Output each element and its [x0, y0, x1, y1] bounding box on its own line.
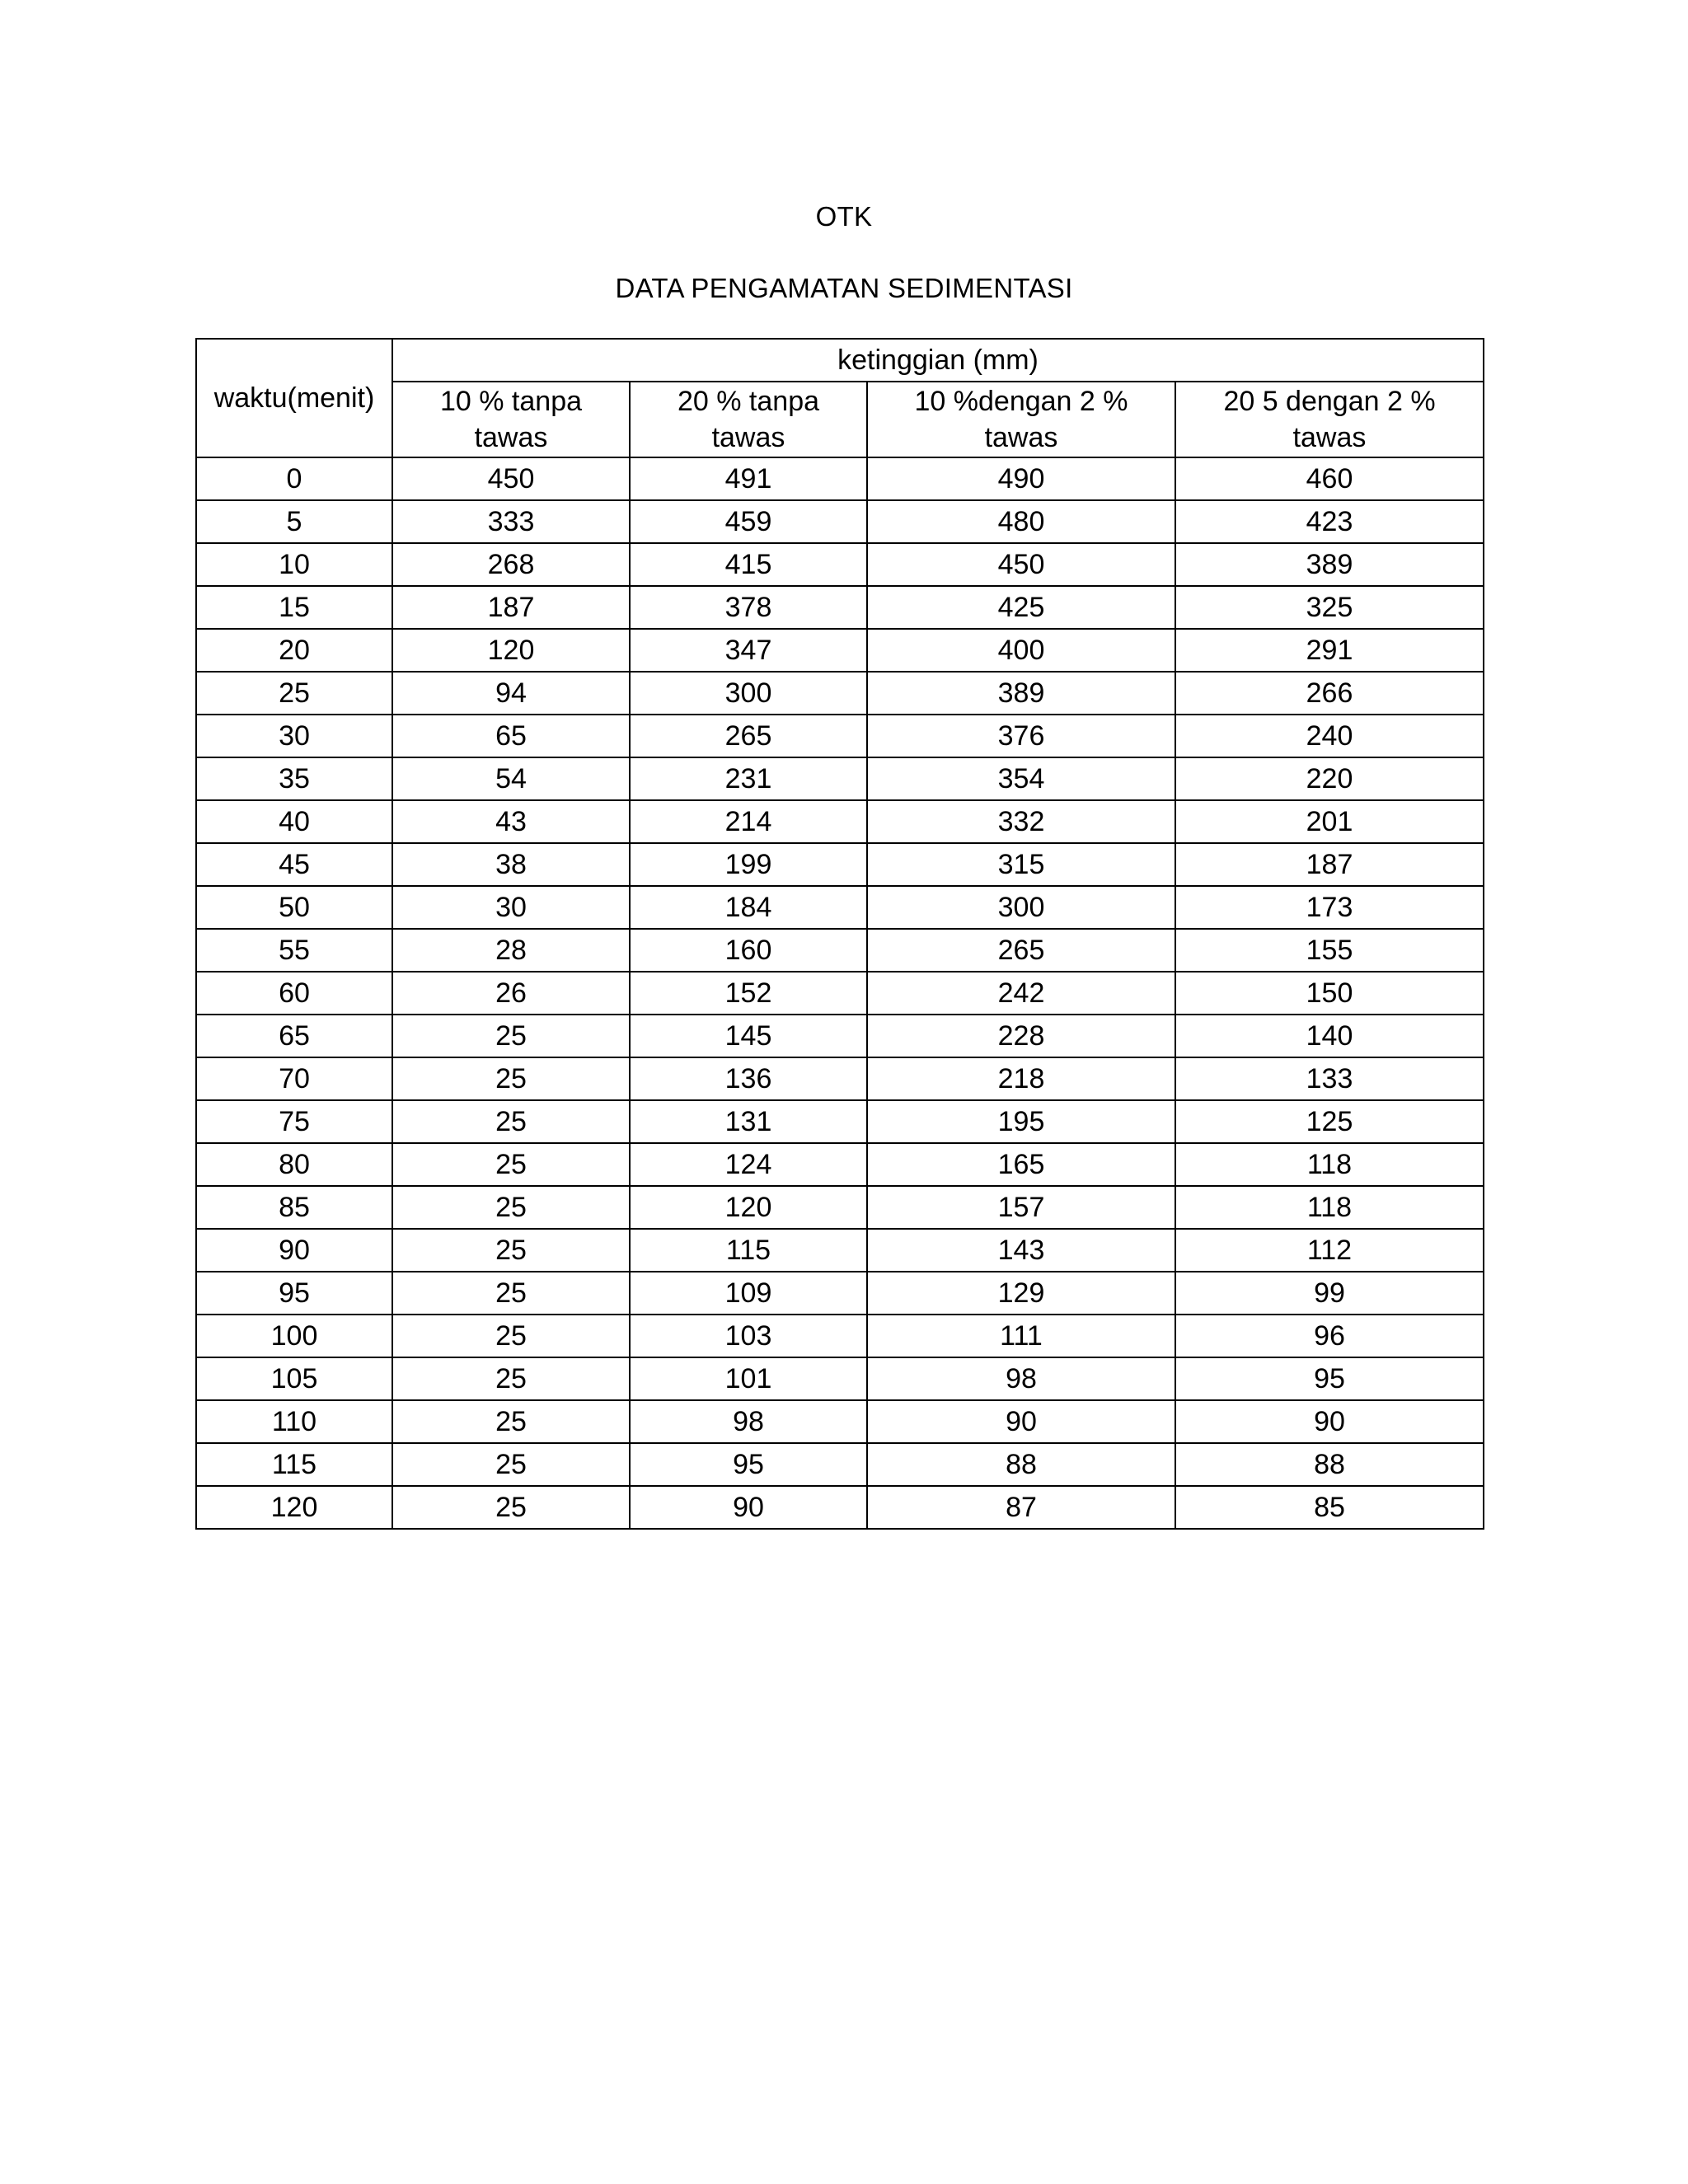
height-cell: 133 [1175, 1057, 1484, 1100]
height-cell: 184 [630, 886, 867, 929]
time-cell: 120 [196, 1486, 392, 1529]
height-cell: 459 [630, 500, 867, 543]
time-cell: 30 [196, 715, 392, 757]
height-cell: 423 [1175, 500, 1484, 543]
height-cell: 120 [392, 629, 630, 672]
time-cell: 80 [196, 1143, 392, 1186]
time-cell: 70 [196, 1057, 392, 1100]
column-header-label: 20 % tanpa tawas [677, 386, 820, 453]
table-row [196, 1186, 1484, 1229]
table-row [196, 1229, 1484, 1272]
height-cell: 30 [392, 886, 630, 929]
height-cell: 115 [630, 1229, 867, 1272]
height-cell: 124 [630, 1143, 867, 1186]
table-row [196, 1272, 1484, 1315]
height-cell: 25 [392, 1143, 630, 1186]
time-cell: 65 [196, 1015, 392, 1057]
table-row [196, 757, 1484, 800]
height-cell: 389 [1175, 543, 1484, 586]
time-cell: 10 [196, 543, 392, 586]
height-cell: 218 [867, 1057, 1175, 1100]
height-cell: 325 [1175, 586, 1484, 629]
time-cell: 25 [196, 672, 392, 715]
height-cell: 201 [1175, 800, 1484, 843]
height-cell: 43 [392, 800, 630, 843]
height-cell: 450 [867, 543, 1175, 586]
height-cell: 95 [1175, 1357, 1484, 1400]
column-header-label: 10 %dengan 2 % tawas [914, 386, 1128, 453]
height-cell: 25 [392, 1486, 630, 1529]
table-row [196, 1315, 1484, 1357]
column-header [392, 382, 630, 457]
table-row [196, 929, 1484, 972]
height-cell: 266 [1175, 672, 1484, 715]
time-cell: 90 [196, 1229, 392, 1272]
height-cell: 315 [867, 843, 1175, 886]
height-cell: 187 [392, 586, 630, 629]
height-cell: 415 [630, 543, 867, 586]
height-cell: 265 [867, 929, 1175, 972]
height-cell: 240 [1175, 715, 1484, 757]
time-cell: 55 [196, 929, 392, 972]
height-cell: 490 [867, 457, 1175, 500]
height-cell: 425 [867, 586, 1175, 629]
time-cell: 100 [196, 1315, 392, 1357]
height-cell: 98 [867, 1357, 1175, 1400]
table-row [196, 972, 1484, 1015]
height-cell: 195 [867, 1100, 1175, 1143]
time-cell: 110 [196, 1400, 392, 1443]
document-subheading: DATA PENGAMATAN SEDIMENTASI [615, 273, 1073, 303]
table-row [196, 715, 1484, 757]
time-cell: 20 [196, 629, 392, 672]
height-cell: 291 [1175, 629, 1484, 672]
height-cell: 214 [630, 800, 867, 843]
time-cell: 0 [196, 457, 392, 500]
height-cell: 109 [630, 1272, 867, 1315]
time-cell: 40 [196, 800, 392, 843]
table-row [196, 800, 1484, 843]
height-cell: 111 [867, 1315, 1175, 1357]
height-cell: 165 [867, 1143, 1175, 1186]
height-cell: 389 [867, 672, 1175, 715]
height-cell: 38 [392, 843, 630, 886]
height-cell: 103 [630, 1315, 867, 1357]
height-cell: 450 [392, 457, 630, 500]
height-cell: 85 [1175, 1486, 1484, 1529]
height-cell: 152 [630, 972, 867, 1015]
height-cell: 460 [1175, 457, 1484, 500]
table-row [196, 500, 1484, 543]
height-cell: 28 [392, 929, 630, 972]
height-cell: 199 [630, 843, 867, 886]
height-cell: 94 [392, 672, 630, 715]
column-header-label: 10 % tanpa tawas [439, 386, 583, 453]
table-row [196, 1143, 1484, 1186]
height-cell: 25 [392, 1443, 630, 1486]
height-cell: 155 [1175, 929, 1484, 972]
height-cell: 354 [867, 757, 1175, 800]
height-cell: 150 [1175, 972, 1484, 1015]
height-cell: 25 [392, 1400, 630, 1443]
table-row [196, 843, 1484, 886]
table-row [196, 1057, 1484, 1100]
time-column-header: waktu(menit) [196, 339, 392, 457]
column-header [630, 382, 867, 457]
time-cell: 85 [196, 1186, 392, 1229]
height-cell: 347 [630, 629, 867, 672]
height-cell: 25 [392, 1100, 630, 1143]
table-row [196, 1486, 1484, 1529]
height-cell: 99 [1175, 1272, 1484, 1315]
height-cell: 118 [1175, 1186, 1484, 1229]
height-cell: 95 [630, 1443, 867, 1486]
table-row [196, 1400, 1484, 1443]
height-cell: 54 [392, 757, 630, 800]
height-cell: 231 [630, 757, 867, 800]
height-cell: 228 [867, 1015, 1175, 1057]
height-cell: 131 [630, 1100, 867, 1143]
height-cell: 400 [867, 629, 1175, 672]
table-row [196, 886, 1484, 929]
height-cell: 143 [867, 1229, 1175, 1272]
height-cell: 25 [392, 1357, 630, 1400]
height-cell: 242 [867, 972, 1175, 1015]
table-row [196, 1100, 1484, 1143]
height-cell: 88 [1175, 1443, 1484, 1486]
height-cell: 332 [867, 800, 1175, 843]
height-cell: 480 [867, 500, 1175, 543]
height-cell: 25 [392, 1315, 630, 1357]
time-cell: 60 [196, 972, 392, 1015]
table-row [196, 1443, 1484, 1486]
table-row [196, 1357, 1484, 1400]
time-cell: 115 [196, 1443, 392, 1486]
height-group-header: ketinggian (mm) [392, 339, 1484, 382]
column-header-label: 20 5 dengan 2 % tawas [1223, 386, 1436, 453]
height-cell: 140 [1175, 1015, 1484, 1057]
height-cell: 300 [867, 886, 1175, 929]
height-cell: 333 [392, 500, 630, 543]
height-cell: 90 [1175, 1400, 1484, 1443]
height-cell: 118 [1175, 1143, 1484, 1186]
time-cell: 75 [196, 1100, 392, 1143]
height-cell: 25 [392, 1229, 630, 1272]
height-cell: 65 [392, 715, 630, 757]
column-header [867, 382, 1175, 457]
table-row [196, 586, 1484, 629]
height-cell: 129 [867, 1272, 1175, 1315]
time-cell: 50 [196, 886, 392, 929]
height-cell: 173 [1175, 886, 1484, 929]
height-cell: 96 [1175, 1315, 1484, 1357]
height-cell: 300 [630, 672, 867, 715]
height-cell: 98 [630, 1400, 867, 1443]
height-cell: 378 [630, 586, 867, 629]
height-cell: 268 [392, 543, 630, 586]
document-heading: OTK [815, 201, 873, 232]
sedimentation-table [195, 338, 1484, 1530]
height-cell: 90 [630, 1486, 867, 1529]
height-cell: 90 [867, 1400, 1175, 1443]
height-cell: 220 [1175, 757, 1484, 800]
table-row [196, 629, 1484, 672]
height-cell: 25 [392, 1057, 630, 1100]
height-cell: 376 [867, 715, 1175, 757]
height-cell: 112 [1175, 1229, 1484, 1272]
table-row [196, 672, 1484, 715]
column-header [1175, 382, 1484, 457]
height-cell: 87 [867, 1486, 1175, 1529]
time-cell: 95 [196, 1272, 392, 1315]
height-cell: 491 [630, 457, 867, 500]
height-cell: 145 [630, 1015, 867, 1057]
height-cell: 160 [630, 929, 867, 972]
height-cell: 25 [392, 1015, 630, 1057]
table-row [196, 543, 1484, 586]
time-cell: 45 [196, 843, 392, 886]
height-cell: 187 [1175, 843, 1484, 886]
height-cell: 101 [630, 1357, 867, 1400]
height-cell: 265 [630, 715, 867, 757]
height-cell: 157 [867, 1186, 1175, 1229]
time-cell: 15 [196, 586, 392, 629]
height-cell: 125 [1175, 1100, 1484, 1143]
height-cell: 120 [630, 1186, 867, 1229]
height-cell: 25 [392, 1272, 630, 1315]
table-row [196, 457, 1484, 500]
height-cell: 88 [867, 1443, 1175, 1486]
time-cell: 35 [196, 757, 392, 800]
height-cell: 136 [630, 1057, 867, 1100]
time-cell: 105 [196, 1357, 392, 1400]
height-cell: 25 [392, 1186, 630, 1229]
table-row [196, 1015, 1484, 1057]
height-cell: 26 [392, 972, 630, 1015]
time-cell: 5 [196, 500, 392, 543]
